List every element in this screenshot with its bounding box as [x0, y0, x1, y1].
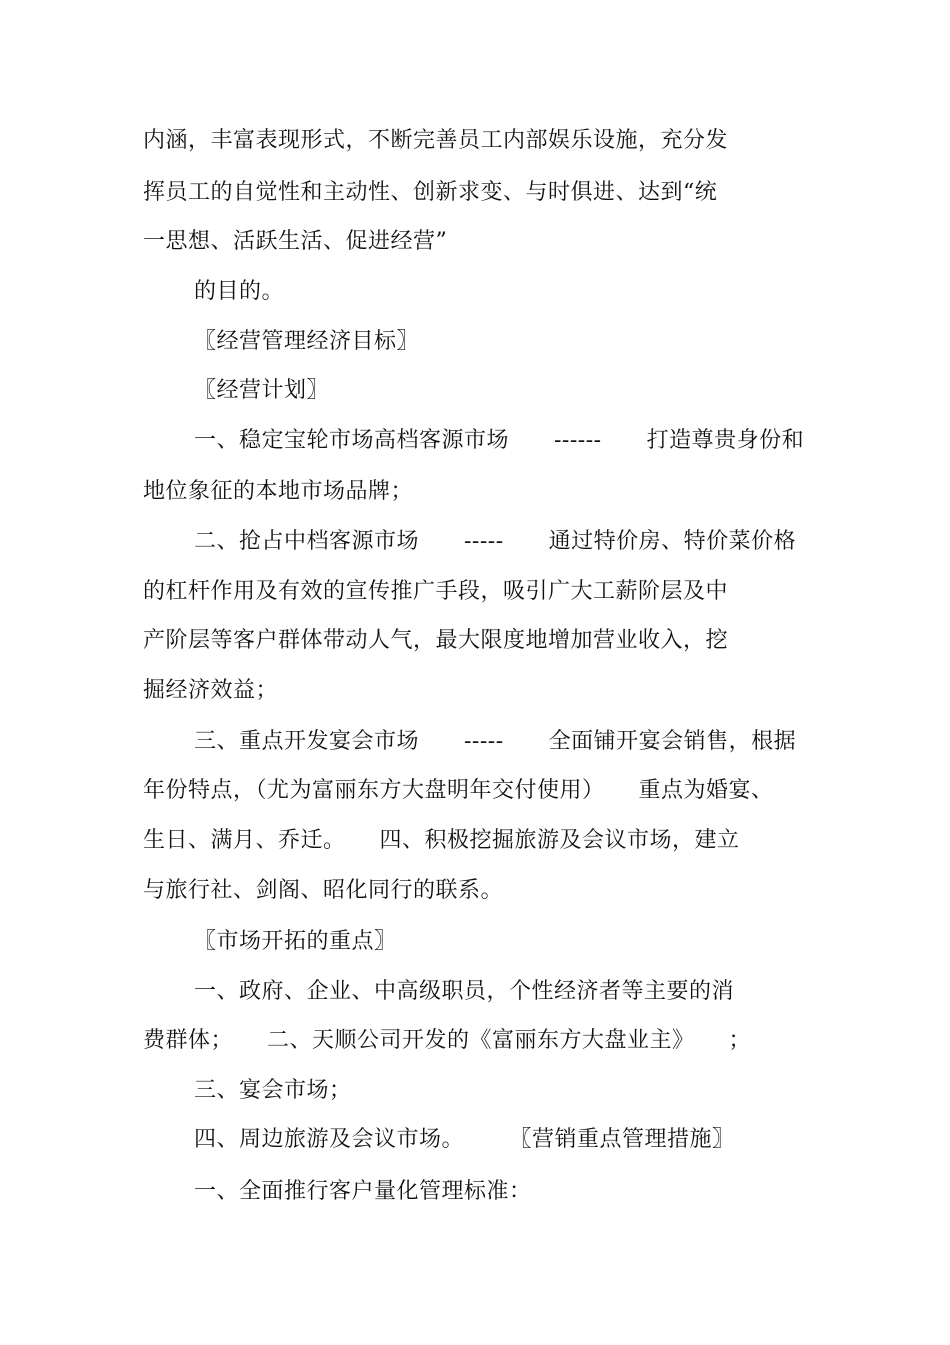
text-line: 与旅行社、剑阁、昭化同行的联系。: [143, 878, 504, 903]
text-line: 二、抢占中档客源市场 ----- 通过特价房、特价菜价格: [194, 529, 797, 554]
text-line: 一、稳定宝轮市场高档客源市场 ------ 打造尊贵身份和: [194, 428, 805, 453]
text-line: 掘经济效益；: [143, 678, 279, 703]
text-line: 产阶层等客户群体带动人气，最大限度地增加营业收入，挖: [143, 628, 729, 653]
text-line: 三、宴会市场；: [194, 1078, 352, 1103]
text-line: 一、政府、企业、中高级职员，个性经济者等主要的消: [194, 979, 735, 1004]
text-line: 三、重点开发宴会市场 ----- 全面铺开宴会销售，根据: [194, 729, 797, 754]
text-line: 一思想、活跃生活、促进经营”: [143, 229, 448, 254]
text-line: 的杠杆作用及有效的宣传推广手段，吸引广大工薪阶层及中: [143, 579, 729, 604]
text-line: 生日、满月、乔迁。 四、积极挖掘旅游及会议市场，建立: [143, 828, 740, 853]
text-line: 内涵，丰富表现形式，不断完善员工内部娱乐设施，充分发: [143, 128, 729, 153]
text-line: 的目的。: [194, 279, 285, 304]
section-heading: 〖经营计划〗: [194, 378, 330, 403]
text-line: 费群体； 二、天顺公司开发的《富丽东方大盘业主》 ；: [143, 1028, 752, 1053]
text-line: 一、全面推行客户量化管理标准：: [194, 1179, 532, 1204]
section-heading: 〖市场开拓的重点〗: [194, 929, 397, 954]
text-line: 挥员工的自觉性和主动性、创新求变、与时俱进、达到“统: [143, 180, 718, 205]
text-line: 四、周边旅游及会议市场。 〖营销重点管理措施〗: [194, 1127, 735, 1152]
text-line: 地位象征的本地市场品牌；: [143, 479, 414, 504]
section-heading: 〖经营管理经济目标〗: [194, 329, 420, 354]
text-line: 年份特点，（尤为富丽东方大盘明年交付使用） 重点为婚宴、: [143, 778, 774, 803]
